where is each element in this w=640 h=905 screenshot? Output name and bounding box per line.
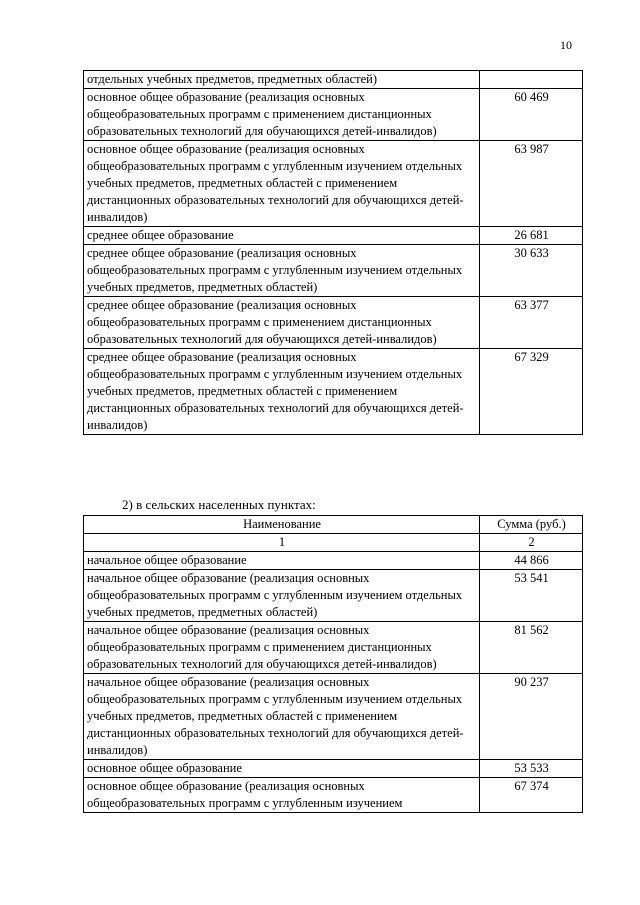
table-row (84, 349, 583, 435)
row-name: начальное общее образование (реализация основных общеобразовательных программ с применением дистанционных образовательных технологий для обучающихся детей-инвалидов) (84, 622, 480, 674)
table-row (84, 71, 583, 89)
table-header-row (84, 516, 583, 534)
table-row (84, 760, 583, 778)
row-sum: 53 541 (480, 570, 583, 622)
row-name: среднее общее образование (84, 227, 480, 245)
table-urban-continued (83, 70, 583, 435)
row-name: отдельных учебных предметов, предметных областей) (84, 71, 480, 89)
column-number-2: 2 (480, 534, 583, 552)
row-sum: 30 633 (480, 245, 583, 297)
section-heading-rural: 2) в сельских населенных пунктах: (122, 497, 316, 512)
table-row (84, 552, 583, 570)
table-row (84, 570, 583, 622)
row-name: начальное общее образование (84, 552, 480, 570)
table-row (84, 227, 583, 245)
row-name: среднее общее образование (реализация основных общеобразовательных программ с углубленным изучением отдельных учебных предметов, предметных областей с применением дистанционных образовательных технологий для обучающихся детей-инвалидов) (84, 349, 480, 435)
row-sum: 26 681 (480, 227, 583, 245)
row-name: начальное общее образование (реализация основных общеобразовательных программ с углубленным изучением отдельных учебных предметов, предметных областей с применением дистанционных образовательных технологий для обучающихся детей-инвалидов) (84, 674, 480, 760)
row-sum: 81 562 (480, 622, 583, 674)
table-rural (83, 515, 583, 813)
row-name: среднее общее образование (реализация основных общеобразовательных программ с применением дистанционных образовательных технологий для обучающихся детей-инвалидов) (84, 297, 480, 349)
table-row (84, 622, 583, 674)
row-name: основное общее образование (реализация основных общеобразовательных программ с применением дистанционных образовательных технологий для обучающихся детей-инвалидов) (84, 89, 480, 141)
column-number-row (84, 534, 583, 552)
row-name: среднее общее образование (реализация основных общеобразовательных программ с углубленным изучением отдельных учебных предметов, предметных областей) (84, 245, 480, 297)
row-sum: 67 329 (480, 349, 583, 435)
column-header-sum: Сумма (руб.) (480, 516, 583, 534)
table-row (84, 778, 583, 813)
row-name: основное общее образование (реализация основных общеобразовательных программ с углубленным изучением (84, 778, 480, 813)
row-name: основное общее образование (84, 760, 480, 778)
table-row (84, 245, 583, 297)
table-row (84, 141, 583, 227)
row-name: начальное общее образование (реализация основных общеобразовательных программ с углубленным изучением отдельных учебных предметов, предметных областей) (84, 570, 480, 622)
row-name: основное общее образование (реализация основных общеобразовательных программ с углубленным изучением отдельных учебных предметов, предметных областей с применением дистанционных образовательных технологий для обучающихся детей-инвалидов) (84, 141, 480, 227)
row-sum: 90 237 (480, 674, 583, 760)
row-sum: 53 533 (480, 760, 583, 778)
row-sum: 60 469 (480, 89, 583, 141)
table-row (84, 89, 583, 141)
table-row (84, 674, 583, 760)
row-sum (480, 71, 583, 89)
row-sum: 63 377 (480, 297, 583, 349)
row-sum: 63 987 (480, 141, 583, 227)
column-header-name: Наименование (84, 516, 480, 534)
page-number: 10 (560, 38, 572, 52)
row-sum: 67 374 (480, 778, 583, 813)
column-number-1: 1 (84, 534, 480, 552)
table-row (84, 297, 583, 349)
row-sum: 44 866 (480, 552, 583, 570)
